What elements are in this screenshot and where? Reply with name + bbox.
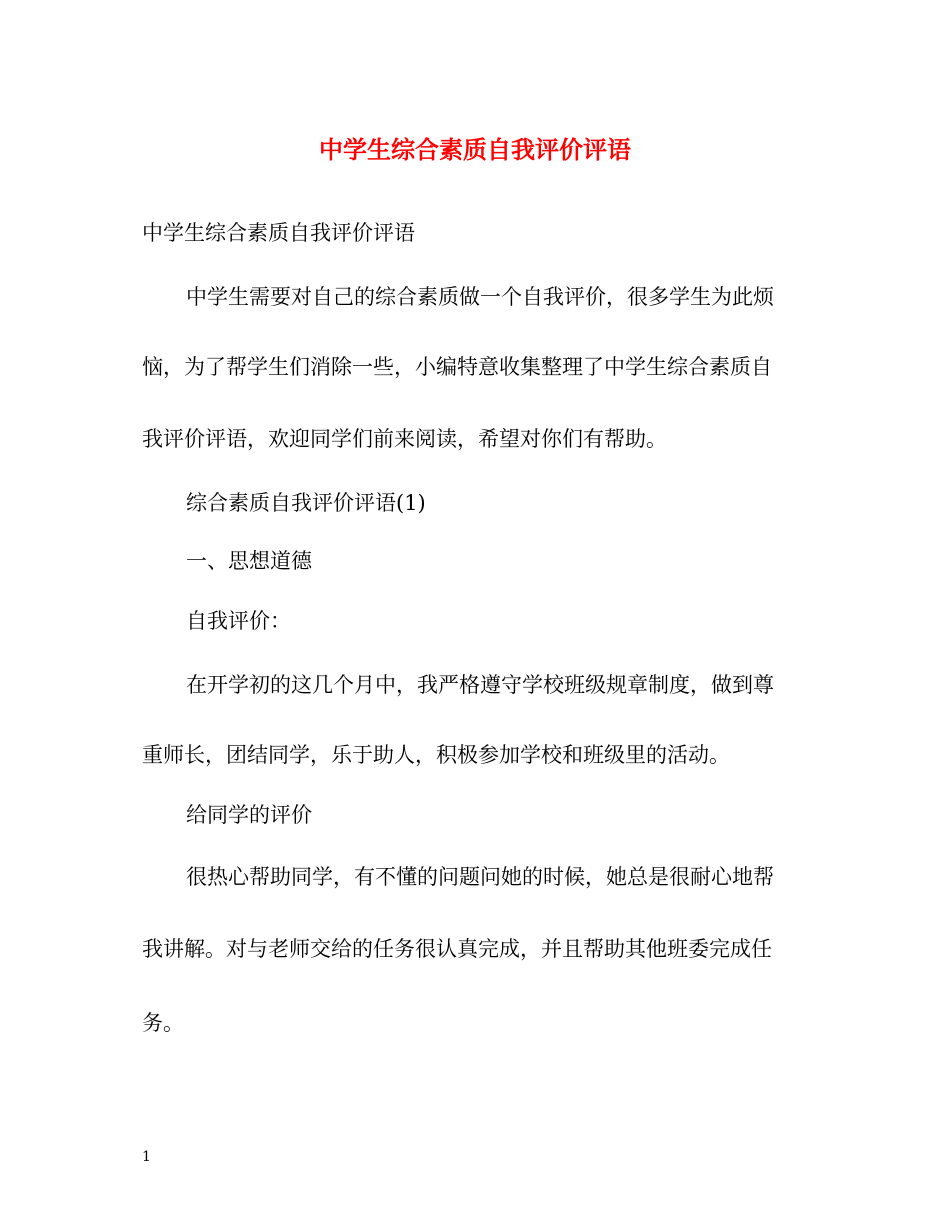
intro-paragraph-line-3: 我评价评语，欢迎同学们前来阅读，希望对你们有帮助。 xyxy=(142,427,667,451)
peer-evaluation-line-3: 务。 xyxy=(142,1011,184,1035)
section-heading: 综合素质自我评价评语(1) xyxy=(186,491,426,515)
subsection-heading: 一、思想道德 xyxy=(186,549,312,573)
intro-paragraph-line-2: 恼，为了帮学生们消除一些，小编特意收集整理了中学生综合素质自 xyxy=(142,355,772,379)
subtitle-line: 中学生综合素质自我评价评语 xyxy=(142,221,415,245)
intro-paragraph-line-1: 中学生需要对自己的综合素质做一个自我评价，很多学生为此烦 xyxy=(186,285,774,309)
self-evaluation-line-2: 重师长，团结同学，乐于助人，积极参加学校和班级里的活动。 xyxy=(142,743,730,767)
peer-evaluation-label: 给同学的评价 xyxy=(186,803,312,827)
peer-evaluation-line-1: 很热心帮助同学，有不懂的问题问她的时候，她总是很耐心地帮 xyxy=(186,865,774,889)
page-number: 1 xyxy=(142,1149,151,1165)
document-title: 中学生综合素质自我评价评语 xyxy=(319,135,631,164)
self-evaluation-line-1: 在开学初的这几个月中，我严格遵守学校班级规章制度，做到尊 xyxy=(186,673,774,697)
peer-evaluation-line-2: 我讲解。对与老师交给的任务很认真完成，并且帮助其他班委完成任 xyxy=(142,937,772,961)
self-evaluation-label: 自我评价： xyxy=(186,609,291,633)
